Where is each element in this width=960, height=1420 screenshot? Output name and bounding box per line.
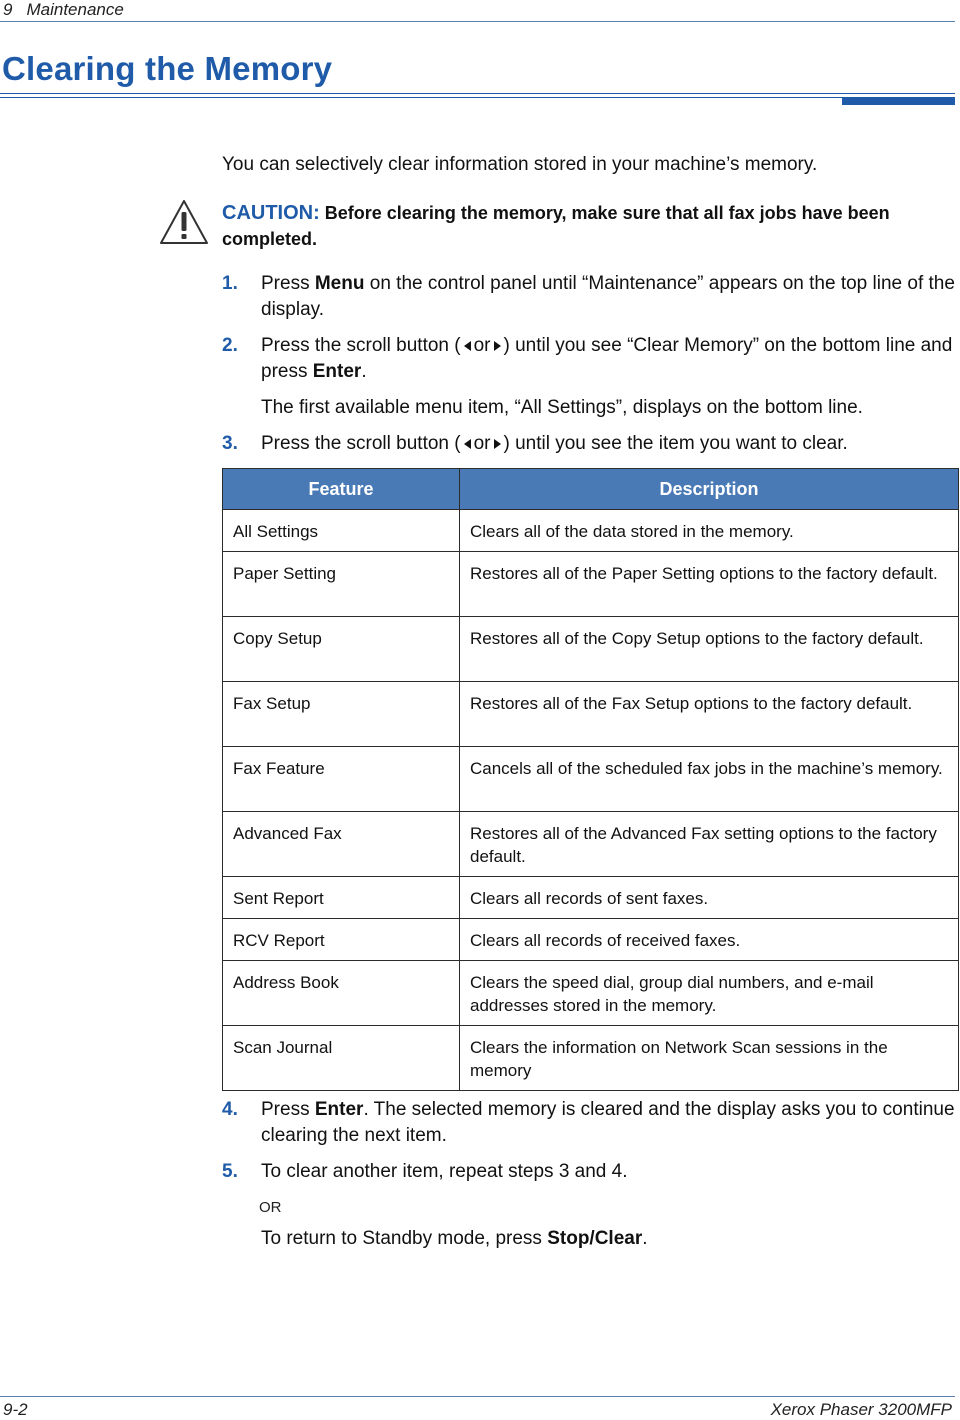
step-text: Press the scroll button ( [261,433,461,454]
running-header [3,0,124,20]
table-row [223,961,959,1026]
page-number: 9-2 [3,1400,28,1419]
enter-key: Enter [314,1099,364,1120]
step-text: To clear another item, repeat steps 3 and 4. [261,1161,628,1182]
step-text: . The selected memory is cleared and the display asks you to continue clearing the next item. [261,1099,955,1146]
header-rule [0,21,955,22]
feature-cell: Sent Report [223,877,460,919]
caution-icon [158,197,210,247]
table-row [223,682,959,747]
step-text: on the control panel until “Maintenance” appears on the top line of the display. [261,273,955,320]
step-number: 2. [222,335,238,356]
step-text: ) until you see “Clear Memory” on the bottom line and press [261,335,953,382]
step-number: 3. [222,433,238,454]
step-1 [222,271,957,323]
step-text: . [642,1228,648,1249]
table-row [223,552,959,617]
feature-cell: All Settings [223,510,460,552]
description-cell: Clears the information on Network Scan sessions in the memory [460,1026,959,1091]
scroll-left-icon [464,439,471,449]
or-separator: OR [259,1199,282,1216]
title-rule [0,97,955,98]
feature-cell: RCV Report [223,919,460,961]
caution-text: Before clearing the memory, make sure that all fax jobs have been completed. [222,203,890,249]
stop-clear-key: Stop/Clear [547,1228,643,1249]
chapter-title: Maintenance [26,0,124,19]
footer-rule [0,1396,955,1397]
step-text: or [473,335,491,356]
scroll-right-icon [494,439,501,449]
step-text: Press [261,273,315,294]
table-row [223,617,959,682]
step-4 [222,1097,957,1149]
feature-cell: Scan Journal [223,1026,460,1091]
table-row [223,1026,959,1091]
table-row [223,747,959,812]
description-cell: Restores all of the Advanced Fax setting options to the factory default. [460,812,959,877]
title-rule [0,93,955,94]
description-cell: Restores all of the Fax Setup options to the factory default. [460,682,959,747]
step-number: 5. [222,1161,238,1182]
caution-note [222,200,957,252]
description-cell: Cancels all of the scheduled fax jobs in the machine’s memory. [460,747,959,812]
table-row [223,510,959,552]
step-text: . [361,361,367,382]
feature-cell: Fax Setup [223,682,460,747]
table-row [223,877,959,919]
step-3 [222,431,957,457]
enter-key: Enter [312,361,362,382]
step-5 [222,1159,957,1185]
table-row [223,919,959,961]
feature-table [222,468,959,1091]
feature-cell: Address Book [223,961,460,1026]
table-header-description: Description [460,469,959,510]
description-cell: Clears all records of sent faxes. [460,877,959,919]
description-cell: Restores all of the Copy Setup options to the factory default. [460,617,959,682]
title-accent-bar [842,98,955,105]
chapter-number: 9 [3,0,13,19]
feature-cell: Advanced Fax [223,812,460,877]
description-cell: Clears the speed dial, group dial numbers, and e-mail addresses stored in the memory. [460,961,959,1026]
caution-label: CAUTION: [222,202,320,224]
page-title: Clearing the Memory [2,50,333,87]
step-2-note: The first available menu item, “All Settings”, displays on the bottom line. [261,397,863,418]
menu-key: Menu [314,273,365,294]
scroll-right-icon [494,341,501,351]
step-text: To return to Standby mode, press [261,1228,548,1249]
final-instruction [261,1228,648,1250]
step-number: 4. [222,1099,238,1120]
step-text: Press [261,1099,315,1120]
feature-cell: Copy Setup [223,617,460,682]
table-row [223,812,959,877]
product-name: Xerox Phaser 3200MFP [770,1400,952,1419]
step-2 [222,333,957,385]
step-text: or [473,433,491,454]
step-text: ) until you see the item you want to clear. [503,433,848,454]
description-cell: Clears all records of received faxes. [460,919,959,961]
feature-cell: Paper Setting [223,552,460,617]
description-cell: Clears all of the data stored in the memory. [460,510,959,552]
intro-paragraph: You can selectively clear information stored in your machine’s memory. [222,154,818,175]
description-cell: Restores all of the Paper Setting options to the factory default. [460,552,959,617]
feature-cell: Fax Feature [223,747,460,812]
step-number: 1. [222,273,238,294]
step-text: Press the scroll button ( [261,335,461,356]
table-header-feature: Feature [223,469,460,510]
scroll-left-icon [464,341,471,351]
